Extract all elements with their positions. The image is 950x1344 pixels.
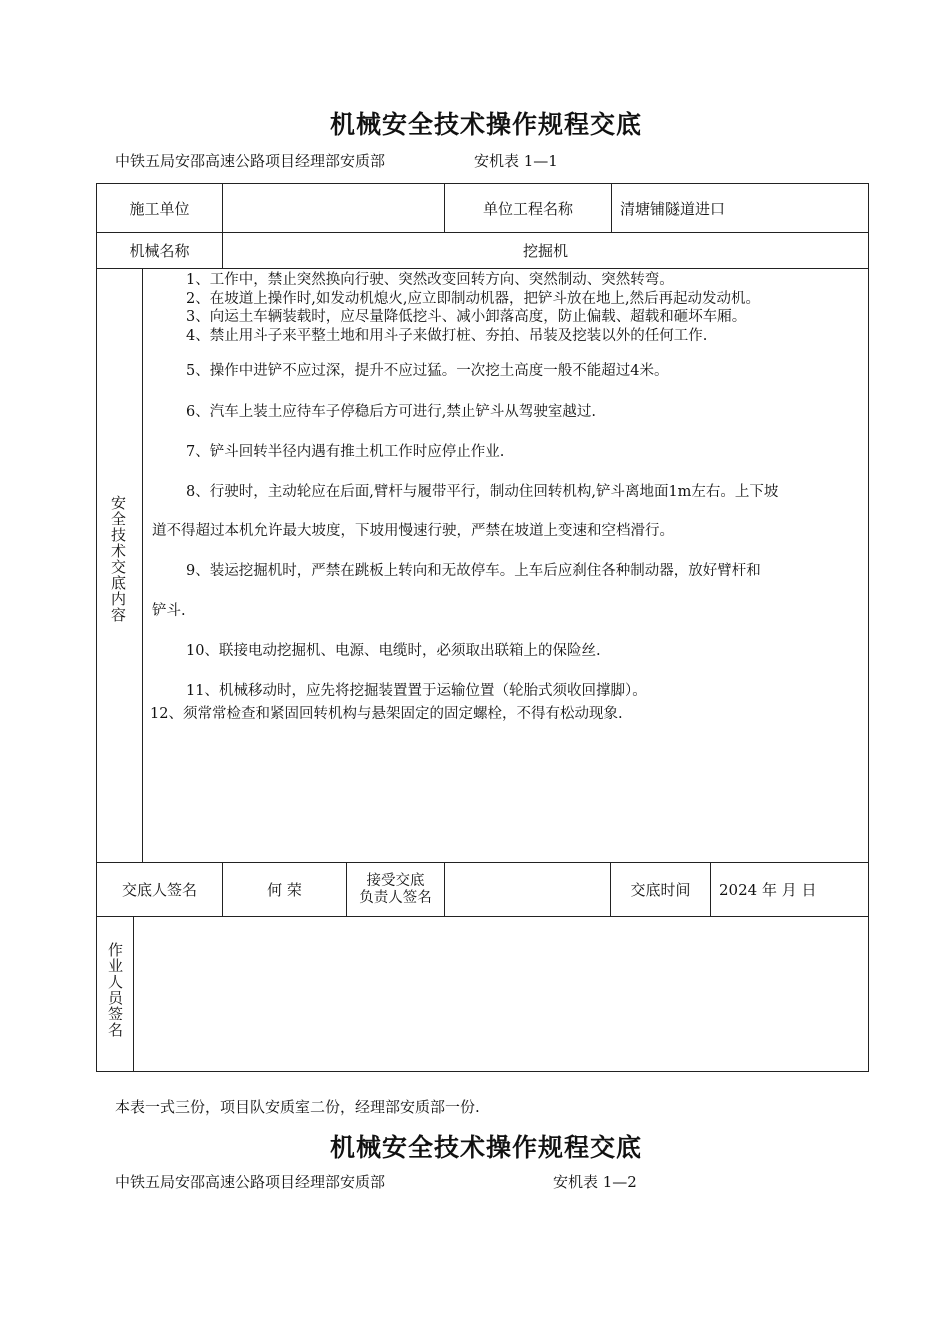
document-title: 机械安全技术操作规程交底: [329, 110, 642, 139]
content-line: 道不得超过本机允许最大坡度，下坡用慢速行驶，严禁在坡道上变速和空档滑行。: [152, 523, 674, 539]
receiver-label-line2: 负责人签名: [359, 890, 432, 906]
form-number: 安机表 1—1: [474, 152, 558, 170]
content-line: 6、汽车上装土应待车子停稳后方可进行,禁止铲斗从驾驶室越过.: [186, 404, 596, 420]
receiver-signature-label: [347, 873, 444, 907]
briefer-signature-label: 交底人签名: [121, 881, 197, 899]
content-line: 12、须常常检查和紧固回转机构与悬架固定的固定螺栓，不得有松动现象.: [150, 706, 623, 722]
construction-unit-label: 施工单位: [129, 199, 190, 218]
content-line: 铲斗.: [152, 603, 186, 619]
content-line: 11、机械移动时，应先将挖掘装置置于运输位置（轮胎式须收回撑脚）。: [186, 683, 647, 699]
form-number-2: 安机表 1—2: [553, 1173, 637, 1191]
project-name-label: 单位工程名称: [482, 199, 573, 218]
machine-name-label: 机械名称: [129, 242, 190, 260]
construction-unit-value: [230, 184, 440, 232]
briefing-time-label: 交底时间: [630, 881, 691, 899]
content-line: 3、向运土车辆装载时，应尽量降低挖斗、减小卸落高度，防止偏载、超载和砸坏车厢。: [186, 309, 747, 325]
content-line: 7、铲斗回转半径内遇有推土机工作时应停止作业.: [186, 444, 505, 460]
receiver-label-line1: 接受交底: [366, 873, 425, 889]
receiver-signature-value: [452, 863, 602, 916]
project-name-value: 清塘铺隧道进口: [620, 199, 726, 218]
content-line: 8、行驶时，主动轮应在后面,臂杆与履带平行，制动住回转机构,铲斗离地面1m左右。上下坡: [186, 484, 779, 500]
briefing-time-value: 2024 年 月 日: [719, 881, 817, 899]
machine-name-value: 挖掘机: [522, 242, 568, 260]
briefer-signature-value: 何 荣: [267, 881, 302, 899]
content-line: 1、工作中，禁止突然换向行驶、突然改变回转方向、突然制动、突然转弯。: [186, 272, 674, 288]
content-line: 5、操作中进铲不应过深，提升不应过猛。一次挖土高度一般不能超过4米。: [186, 363, 669, 379]
copies-note: 本表一式三份，项目队安质室二份，经理部安质部一份.: [115, 1098, 480, 1116]
content-line: 4、禁止用斗子来平整土地和用斗子来做打桩、夯拍、吊装及挖装以外的任何工作.: [186, 328, 708, 344]
content-line: 10、联接电动挖掘机、电源、电缆时，必须取出联箱上的保险丝.: [186, 643, 601, 659]
content-line: 2、在坡道上操作时,如发动机熄火,应立即制动机器，把铲斗放在地上,然后再起动发动机。: [186, 291, 761, 307]
content-line: 9、装运挖掘机时，严禁在跳板上转向和无故停车。上车后应刹住各种制动器，放好臂杆和: [186, 563, 761, 579]
content-section-label: 安全技术交底内容: [109, 495, 127, 623]
organization-name-2: 中铁五局安邵高速公路项目经理部安质部: [115, 1173, 386, 1191]
organization-name: 中铁五局安邵高速公路项目经理部安质部: [115, 152, 386, 170]
workers-signature-label: 作业人员签名: [106, 942, 124, 1038]
document-title-2: 机械安全技术操作规程交底: [329, 1133, 642, 1162]
